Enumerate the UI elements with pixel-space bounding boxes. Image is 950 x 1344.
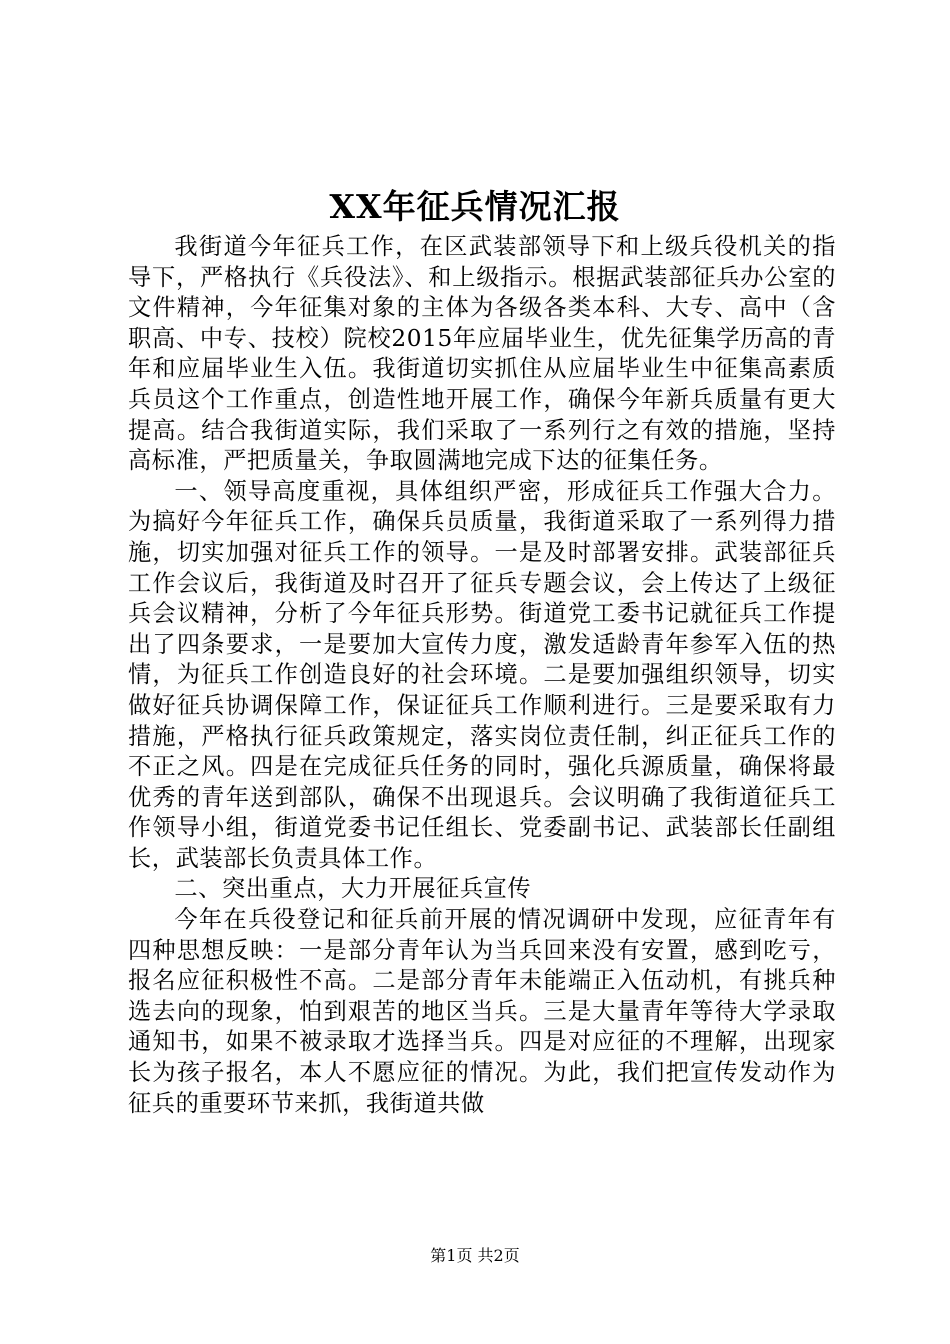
- page-number-footer: 第1页 共2页: [430, 1246, 520, 1265]
- heading-section-two: 二、突出重点，大力开展征兵宣传: [174, 875, 532, 903]
- document-body: [128, 232, 836, 1119]
- document-title: XX年征兵情况汇报: [329, 187, 621, 226]
- paragraph-section-two: 今年在兵役登记和征兵前开展的情况调研中发现，应征青年有四种思想反映：一是部分青年认为当兵回来没有安置，感到吃亏，报名应征积极性不高。二是部分青年未能端正入伍动机，有挑兵种选去向的现象，怕到艰苦的地区当兵。三是大量青年等待大学录取通知书，如果不被录取才选择当兵。四是对应征的不理解，出现家长为孩子报名，本人不愿应征的情况。为此，我们把宣传发动作为征兵的重要环节来抓，我街道共做: [128, 906, 836, 1117]
- paragraph-section-one: 一、领导高度重视，具体组织严密，形成征兵工作强大合力。为搞好今年征兵工作，确保兵员质量，我街道采取了一系列得力措施，切实加强对征兵工作的领导。一是及时部署安排。武装部征兵工作会议后，我街道及时召开了征兵专题会议，会上传达了上级征兵会议精神，分析了今年征兵形势。街道党工委书记就征兵工作提出了四条要求，一是要加大宣传力度，激发适龄青年参军入伍的热情，为征兵工作创造良好的社会环境。二是要加强组织领导，切实做好征兵协调保障工作，保证征兵工作顺利进行。三是要采取有力措施，严格执行征兵政策规定，落实岗位责任制，纠正征兵工作的不正之风。四是在完成征兵任务的同时，强化兵源质量，确保将最优秀的青年送到部队，确保不出现退兵。会议明确了我街道征兵工作领导小组，街道党委书记任组长、党委副书记、武装部长任副组长，武装部长负责具体工作。: [128, 477, 836, 872]
- paragraph-intro: 我街道今年征兵工作，在区武装部领导下和上级兵役机关的指导下，严格执行《兵役法》、和上级指示。根据武装部征兵办公室的文件精神，今年征集对象的主体为各级各类本科、大专、高中（含职高、中专、技校）院校2015年应届毕业生，优先征集学历高的青年和应届毕业生入伍。我街道切实抓住从应届毕业生中征集高素质兵员这个工作重点，创造性地开展工作，确保今年新兵质量有更大提高。结合我街道实际，我们采取了一系列行之有效的措施，坚持高标准，严把质量关，争取圆满地完成下达的征集任务。: [128, 233, 836, 475]
